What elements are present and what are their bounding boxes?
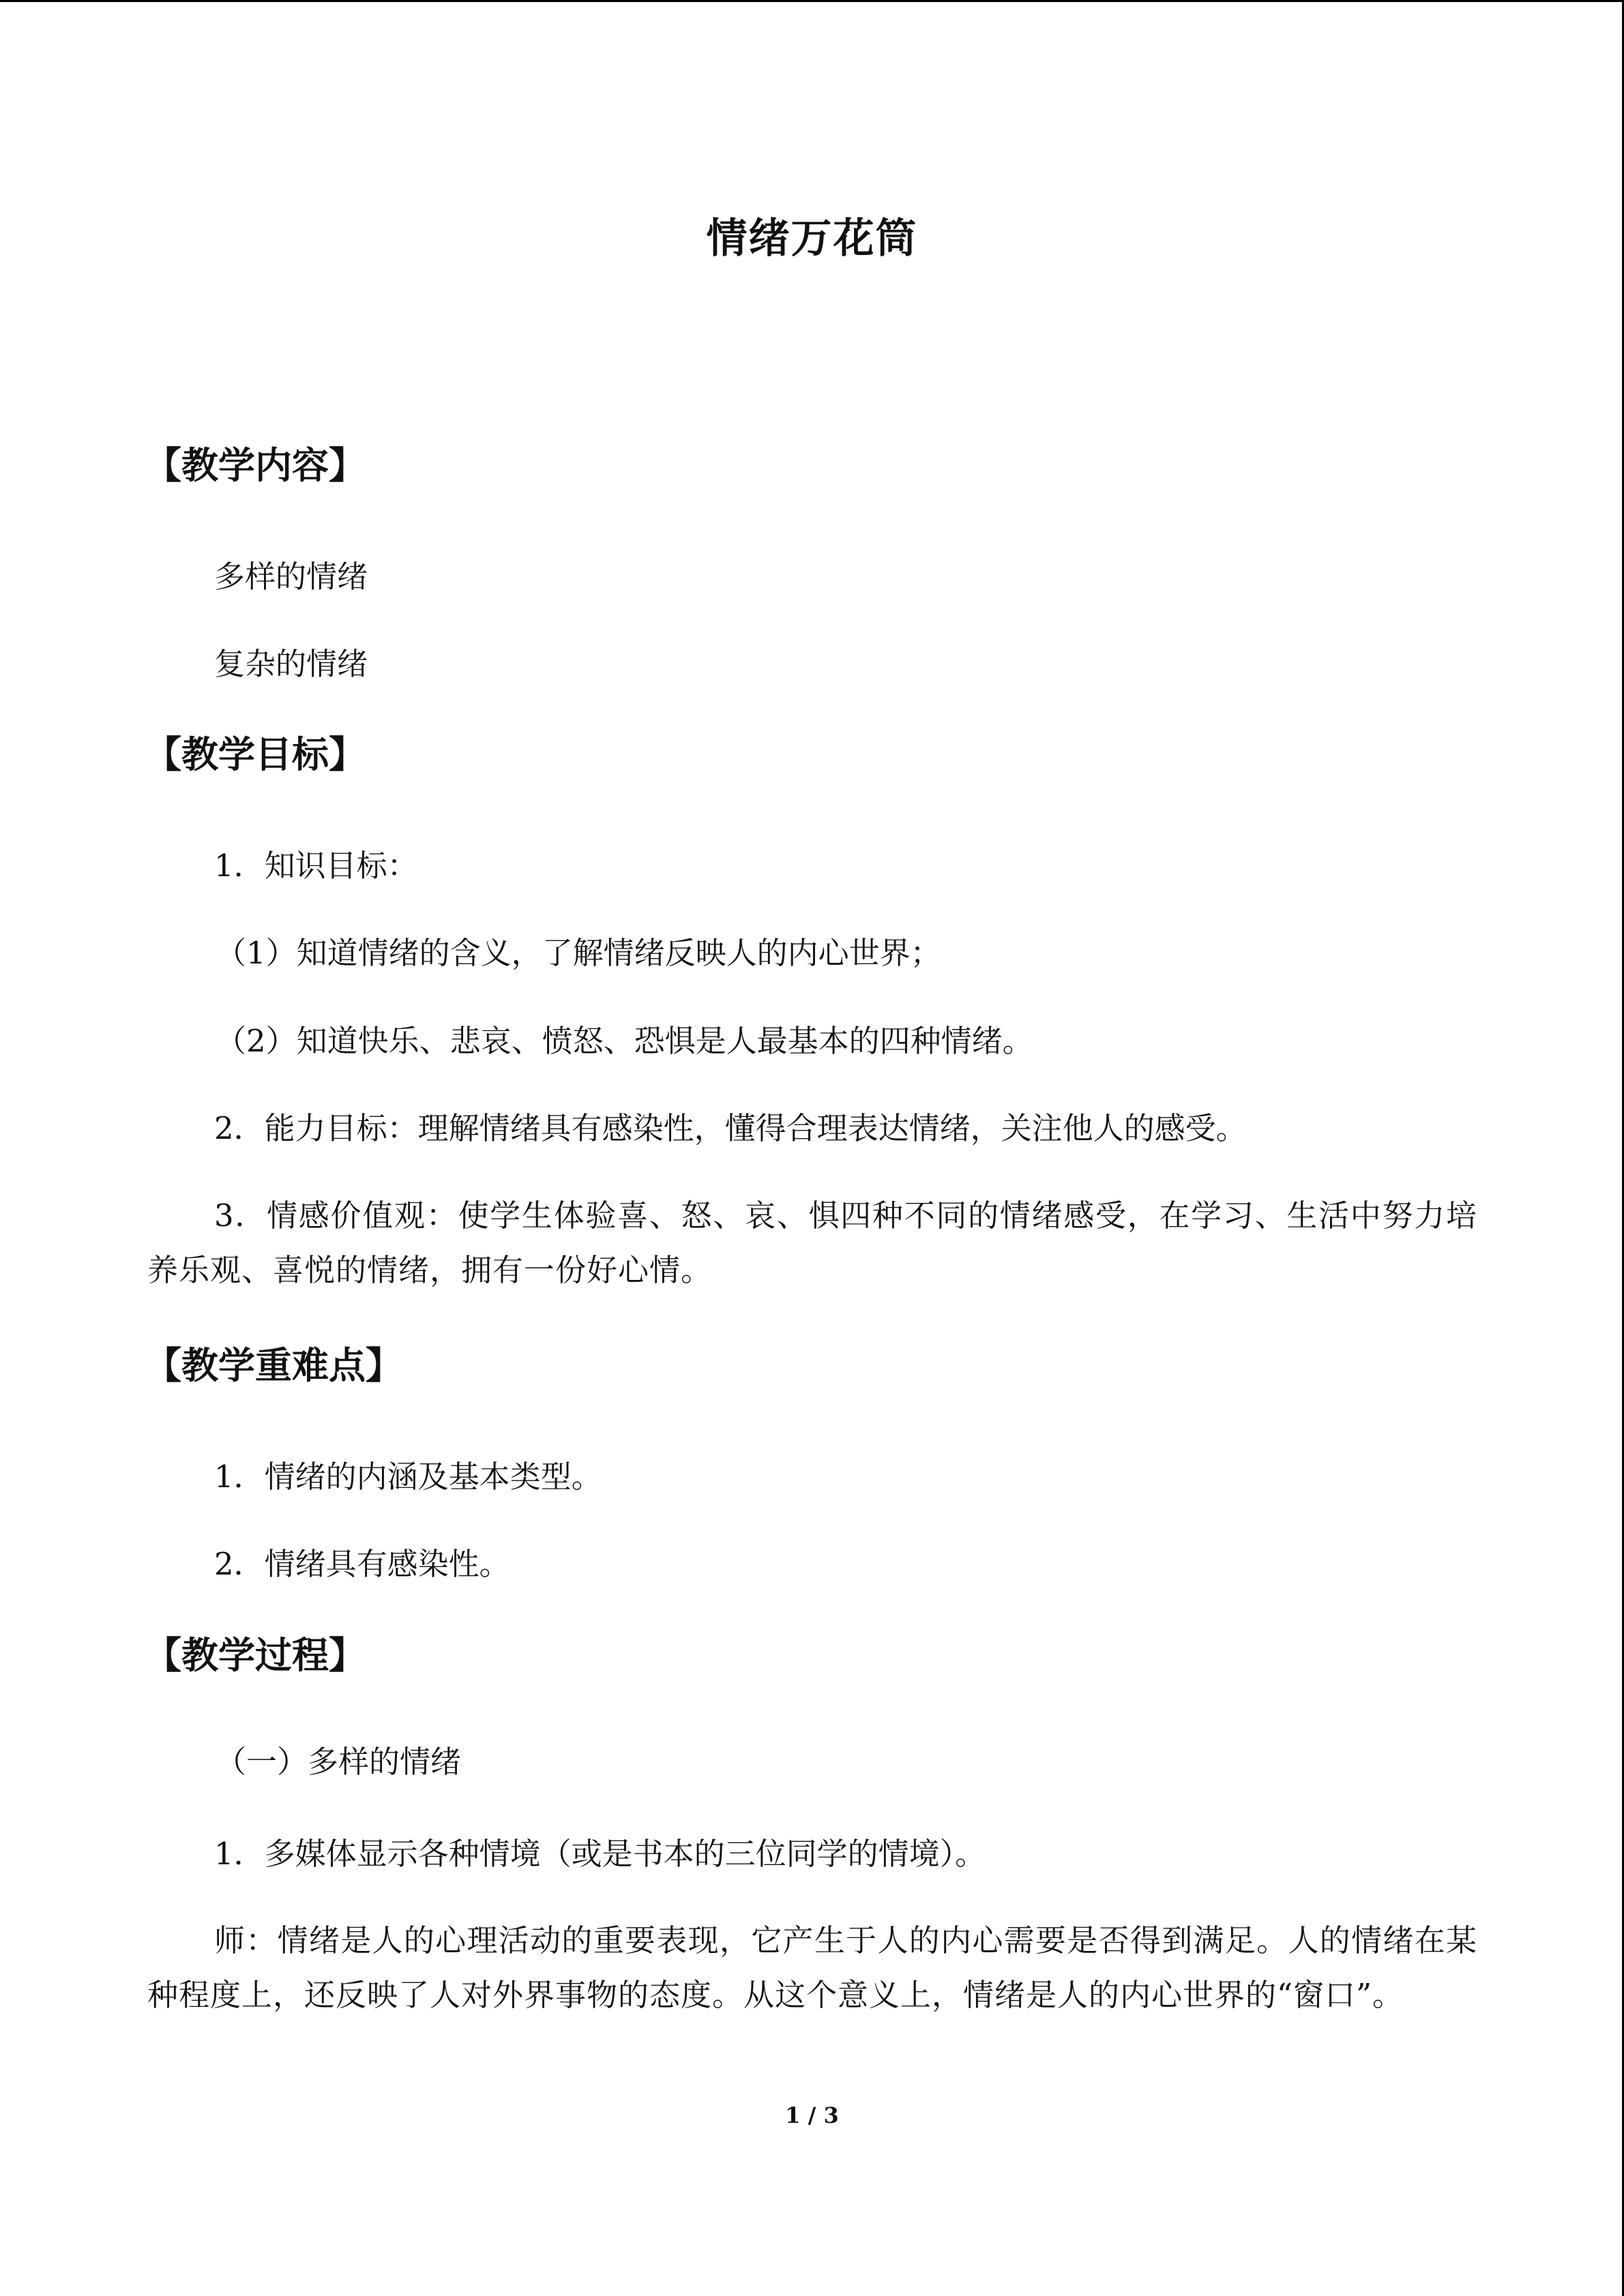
goal-item: 3．情感价值观：使学生体验喜、怒、哀、惧四种不同的情绪感受，在学习、生活中努力培养乐观、喜悦的情绪，拥有一份好心情。 xyxy=(147,1197,1477,1288)
section-heading-content: 【教学内容】 xyxy=(145,444,366,487)
process-paragraph: 师：情绪是人的心理活动的重要表现，它产生于人的内心需要是否得到满足。人的情绪在某种程度上，还反映了人对外界事物的态度。从这个意义上，情绪是人的内心世界的“窗口”。 xyxy=(147,1922,1477,2013)
goal-item: 2．能力目标：理解情绪具有感染性，懂得合理表达情绪，关注他人的感受。 xyxy=(214,1110,1247,1146)
goal-item: （2）知道快乐、悲哀、愤怒、恐惧是人最基本的四种情绪。 xyxy=(216,1023,1033,1059)
section-heading-process: 【教学过程】 xyxy=(145,1634,366,1677)
content-item: 复杂的情绪 xyxy=(214,646,368,682)
goal-item: （1）知道情绪的含义，了解情绪反映人的内心世界； xyxy=(216,935,941,971)
document-title: 情绪万花筒 xyxy=(706,215,918,263)
keypoint-item: 2．情绪具有感染性。 xyxy=(214,1546,510,1582)
process-item: 1．多媒体显示各种情境（或是书本的三位同学的情境）。 xyxy=(214,1836,986,1872)
content-item: 多样的情绪 xyxy=(214,558,368,595)
goal-item: 1．知识目标： xyxy=(214,848,418,884)
section-heading-goals: 【教学目标】 xyxy=(145,733,366,776)
keypoint-item: 1．情绪的内涵及基本类型。 xyxy=(214,1459,602,1495)
page-border-top xyxy=(0,0,1624,2)
section-heading-keypoints: 【教学重难点】 xyxy=(145,1344,402,1387)
page-number: 1 / 3 xyxy=(785,2102,839,2128)
process-item: （一）多样的情绪 xyxy=(216,1744,462,1780)
